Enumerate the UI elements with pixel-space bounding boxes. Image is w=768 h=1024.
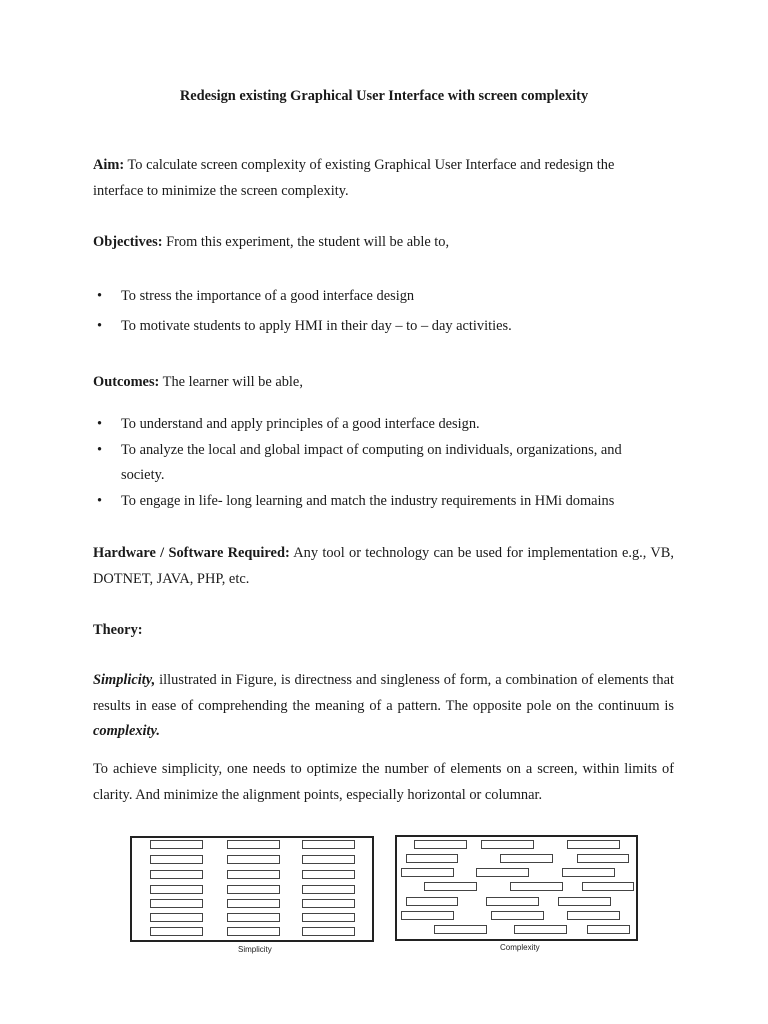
figure-box <box>510 882 563 891</box>
list-item: • To stress the importance of a good interface design <box>93 284 673 310</box>
figure-box <box>414 840 467 849</box>
figure-box <box>406 897 458 906</box>
simplicity-paragraph <box>93 668 674 745</box>
complexity-figure <box>395 835 638 941</box>
outcomes-text: The learner will be able, <box>159 374 303 390</box>
figure-box <box>302 885 355 894</box>
figure-box <box>587 925 630 934</box>
aim-text: To calculate screen complexity of existing Graphical User Interface and redesign the interface to minimize the screen complexity. <box>93 157 615 199</box>
simplicity-figure <box>130 836 374 942</box>
aim-paragraph <box>93 153 664 204</box>
list-item: • To engage in life- long learning and match the industry requirements in HMi domains <box>93 489 673 515</box>
objectives-label: Objectives: <box>93 234 163 250</box>
figure-box <box>227 899 280 908</box>
list-item: • To motivate students to apply HMI in their day – to – day activities. <box>93 314 673 340</box>
complexity-term: complexity. <box>93 723 160 739</box>
figure-box <box>150 927 203 936</box>
objectives-text: From this experiment, the student will be able to, <box>162 234 450 250</box>
figure-box <box>150 913 203 922</box>
figure-box <box>401 868 454 877</box>
figure-box <box>227 855 280 864</box>
figure-box <box>227 840 280 849</box>
simplicity-term: Simplicity, <box>93 672 156 688</box>
objectives-paragraph <box>93 230 664 256</box>
figure-box <box>150 855 203 864</box>
figure-box <box>562 868 615 877</box>
theory-heading <box>93 618 664 644</box>
outcomes-list <box>93 412 673 514</box>
simplicity-caption: Simplicity <box>238 945 272 954</box>
hardware-label: Hardware / Software Required: <box>93 545 290 561</box>
figure-box <box>302 899 355 908</box>
figure-box <box>577 854 629 863</box>
theory-label: Theory: <box>93 622 143 638</box>
figure-box <box>150 899 203 908</box>
figure-box <box>302 870 355 879</box>
hardware-text: Any tool or technology can be used for implementation e.g., VB, DOTNET, JAVA, PHP, etc. <box>93 545 675 587</box>
figure-box <box>434 925 487 934</box>
figure-box <box>150 870 203 879</box>
figure-box <box>476 868 529 877</box>
complexity-caption: Complexity <box>500 943 540 952</box>
list-item: • To understand and apply principles of a good interface design. <box>93 412 673 438</box>
aim-label: Aim: <box>93 157 125 173</box>
figure-box <box>491 911 544 920</box>
figure-box <box>302 840 355 849</box>
figure-box <box>500 854 553 863</box>
objectives-list <box>93 284 673 339</box>
figure-box <box>150 840 203 849</box>
figure-box <box>227 913 280 922</box>
figure-box <box>302 855 355 864</box>
figure-box <box>558 897 611 906</box>
figure-box <box>302 927 355 936</box>
figure-box <box>406 854 458 863</box>
achieve-paragraph: To achieve simplicity, one needs to optimize the number of elements on a screen, within limits of clarity. And minimize the alignment points, especially horizontal or columnar. <box>93 761 674 803</box>
figure-box <box>302 913 355 922</box>
outcomes-paragraph <box>93 370 664 396</box>
figure-box <box>150 885 203 894</box>
figure-box <box>567 840 620 849</box>
figure-box <box>486 897 539 906</box>
figure-box <box>567 911 620 920</box>
figure-box <box>401 911 454 920</box>
figure-box <box>582 882 634 891</box>
figure-box <box>514 925 567 934</box>
document-title: Redesign existing Graphical User Interface with screen complexity <box>179 88 589 104</box>
figure-box <box>424 882 477 891</box>
figure-box <box>227 870 280 879</box>
hardware-paragraph <box>93 541 674 592</box>
figure-box <box>227 885 280 894</box>
list-item: • To analyze the local and global impact of computing on individuals, organizations, and society. <box>93 438 673 489</box>
simplicity-text: illustrated in Figure, is directness and singleness of form, a combination of elements that results in ease of comprehending the meaning of a pattern. The opposite pole on the continuum is <box>93 672 674 714</box>
figure-box <box>227 927 280 936</box>
figure-box <box>481 840 534 849</box>
outcomes-label: Outcomes: <box>93 374 160 390</box>
